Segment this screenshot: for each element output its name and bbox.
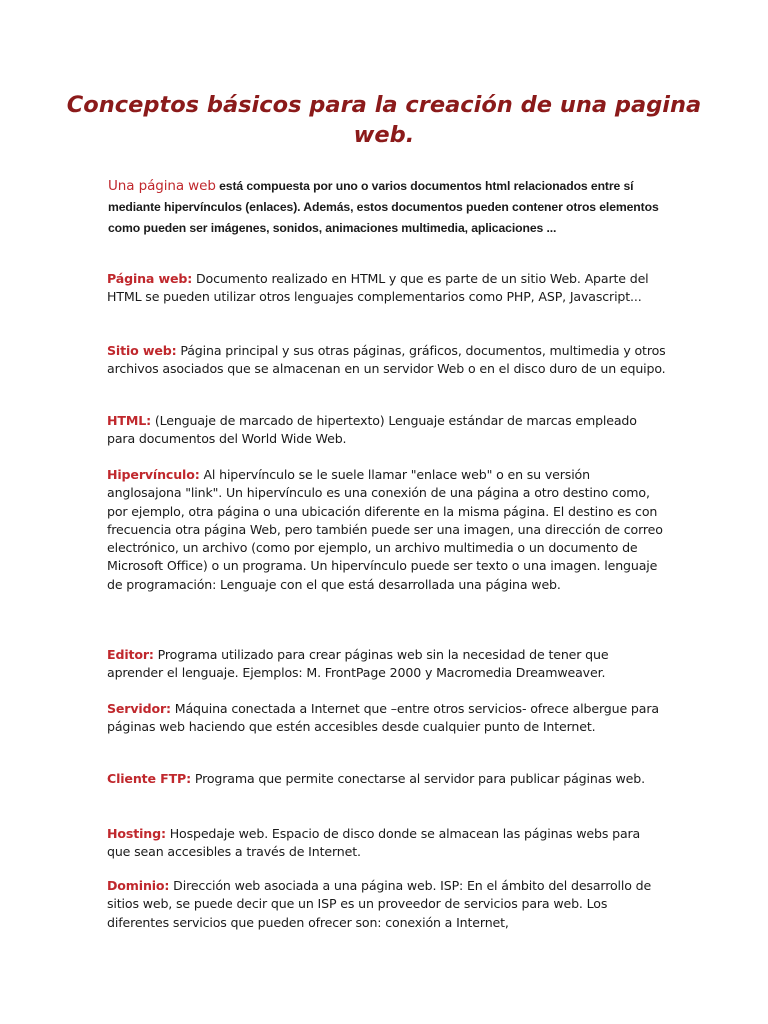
definition-servidor <box>107 700 667 737</box>
definition-term: HTML: <box>107 413 151 428</box>
definition-text: Máquina conectada a Internet que –entre otros servicios- ofrece albergue para páginas web haciendo que estén accesibles desde cualquier punto de Internet. <box>107 701 659 735</box>
definition-sitio-web <box>107 342 667 379</box>
definition-hosting <box>107 825 667 862</box>
definition-term: Dominio: <box>107 878 170 893</box>
intro-paragraph <box>108 176 668 239</box>
definition-term: Servidor: <box>107 701 171 716</box>
definition-term: Sitio web: <box>107 343 177 358</box>
definition-term: Cliente FTP: <box>107 771 191 786</box>
definition-text: Página principal y sus otras páginas, gráficos, documentos, multimedia y otros archivos asociados que se almacenan en un servidor Web o en el disco duro de un equipo. <box>107 343 666 377</box>
definition-term: Página web: <box>107 271 193 286</box>
definition-text: Documento realizado en HTML y que es parte de un sitio Web. Aparte del HTML se pueden utilizar otros lenguajes complementarios como PHP, ASP, Javascript... <box>107 271 649 305</box>
definition-term: Hosting: <box>107 826 166 841</box>
definition-text: Hospedaje web. Espacio de disco donde se almacean las páginas webs para que sean accesibles a través de Internet. <box>107 826 641 860</box>
definition-text: Al hipervínculo se le suele llamar "enlace web" o en su versión anglosajona "link". Un hipervínculo es una conexión de una página a otro destino como, por ejemplo, otra página o una ubicación diferente en la misma página. El destino es con frecuencia otra página Web, pero también puede ser una imagen, una dirección de correo electrónico, un archivo (como por ejemplo, un archivo multimedia o un documento de Microsoft Office) o un programa. Un hipervínculo puede ser texto o una imagen. lenguaje de programación: Lenguaje con el que está desarrollada una página web. <box>107 467 663 592</box>
page-title: Conceptos básicos para la creación de una pagina web. <box>66 92 702 148</box>
definition-text: Programa utilizado para crear páginas web sin la necesidad de tener que aprender el lenguaje. Ejemplos: M. FrontPage 2000 y Macromedia Dreamweaver. <box>107 647 609 681</box>
definition-text: Programa que permite conectarse al servidor para publicar páginas web. <box>191 771 645 786</box>
definition-dominio <box>107 877 667 932</box>
definition-term: Editor: <box>107 647 154 662</box>
definition-editor <box>107 646 667 683</box>
intro-text: está compuesta por uno o varios documentos html relacionados entre sí mediante hipervínculos (enlaces). Además, estos documentos pueden contener otros elementos como pueden ser imágenes, sonidos, animaciones multimedia, aplicaciones ... <box>108 179 659 235</box>
definition-hipervinculo <box>107 466 667 594</box>
definition-pagina-web <box>107 270 667 307</box>
definition-text: (Lenguaje de marcado de hipertexto) Lenguaje estándar de marcas empleado para documentos del World Wide Web. <box>107 413 637 447</box>
intro-term: Una página web <box>108 178 216 194</box>
definition-cliente-ftp <box>107 770 667 788</box>
definition-term: Hipervínculo: <box>107 467 200 482</box>
definition-text: Dirección web asociada a una página web. ISP: En el ámbito del desarrollo de sitios web, se puede decir que un ISP es un proveedor de servicios para web. Los diferentes servicios que pueden ofrecer son: conexión a Internet, <box>107 878 652 930</box>
definition-html <box>107 412 667 449</box>
